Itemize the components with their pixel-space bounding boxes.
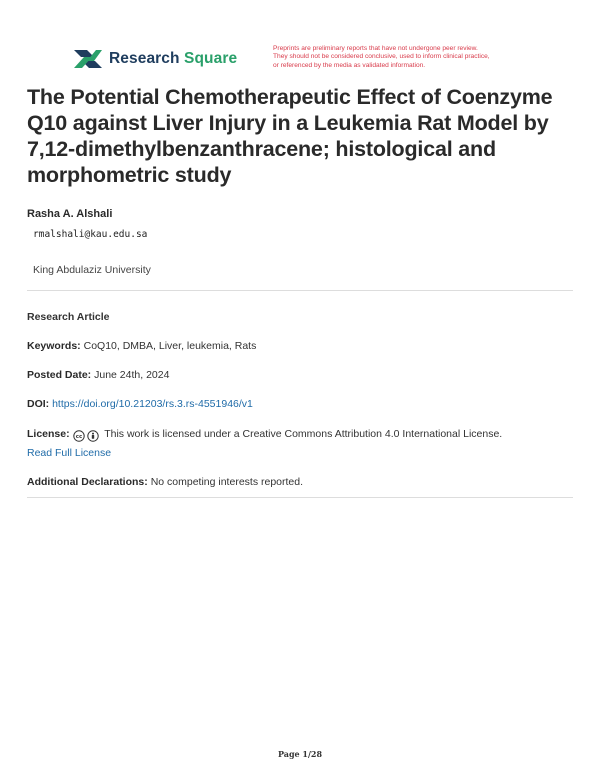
doi-label: DOI: <box>27 398 50 410</box>
license-label: License: <box>27 428 70 440</box>
disclaimer-line: They should not be considered conclusive, used to inform clinical practice, <box>273 53 490 61</box>
posted-date-row <box>27 367 573 384</box>
preprint-disclaimer <box>273 45 543 70</box>
author-name: Rasha A. Alshali <box>27 208 113 220</box>
research-square-logo-icon <box>74 48 102 70</box>
keywords-value: CoQ10, DMBA, Liver, leukemia, Rats <box>83 340 257 352</box>
disclaimer-line: Preprints are preliminary reports that have not undergone peer review. <box>273 45 478 52</box>
cc-license-icons[interactable] <box>73 428 100 445</box>
divider <box>27 497 573 498</box>
declarations-row <box>27 474 573 491</box>
page-number: Page 1/28 <box>277 749 323 759</box>
author-affiliation: King Abdulaziz University <box>33 264 151 276</box>
page-header <box>0 0 600 80</box>
research-square-logo[interactable] <box>74 48 237 70</box>
declarations-label: Additional Declarations: <box>27 476 148 488</box>
article-type: Research Article <box>27 311 110 323</box>
by-attribution-icon <box>87 430 99 442</box>
doi-link[interactable]: https://doi.org/10.21203/rs.3.rs-4551946/v1 <box>52 398 253 410</box>
article-title: The Potential Chemotherapeutic Effect of Coenzyme Q10 against Liver Injury in a Leukemia Rat Model by 7,12-dimethylbenzanthracene; histological and morphometric study <box>27 85 553 187</box>
author-email-link[interactable]: rmalshali@kau.edu.sa <box>33 229 148 240</box>
license-row <box>27 426 573 462</box>
divider <box>27 290 573 291</box>
disclaimer-line: or referenced by the media as validated information. <box>273 61 426 69</box>
declarations-value: No competing interests reported. <box>150 476 304 488</box>
logo-word-research: Research <box>109 50 180 67</box>
logo-word-square: Square <box>184 50 238 67</box>
logo-wordmark <box>109 50 237 68</box>
keywords-row <box>27 338 573 355</box>
keywords-label: Keywords: <box>27 340 81 352</box>
cc-icon <box>73 430 85 442</box>
license-text: This work is licensed under a Creative Commons Attribution 4.0 International License. <box>104 428 503 440</box>
doi-row <box>27 396 573 413</box>
posted-date-label: Posted Date: <box>27 369 92 381</box>
svg-text:cc: cc <box>75 434 82 441</box>
posted-date-value: June 24th, 2024 <box>94 369 170 381</box>
read-full-license-link[interactable]: Read Full License <box>27 447 112 459</box>
